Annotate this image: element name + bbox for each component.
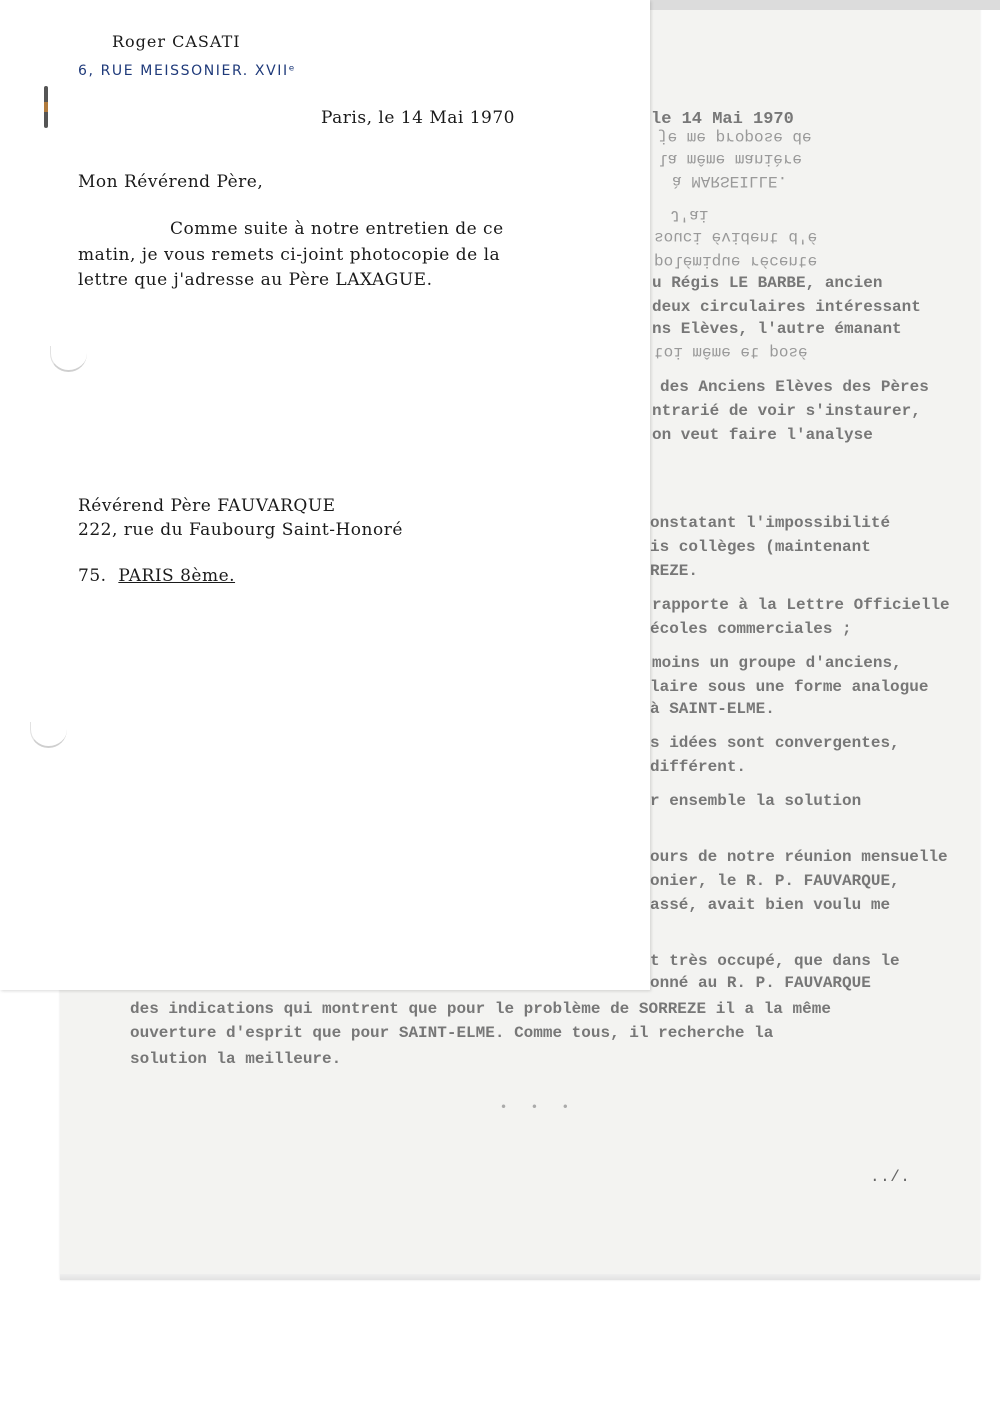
photocopy-mirrored-line: la même manière (658, 150, 803, 168)
photocopy-line: ours de notre réunion mensuelle (650, 848, 948, 866)
photocopy-mirrored-line: souci évident d'é (654, 228, 818, 246)
photocopy-line: on veut faire l'analyse (652, 426, 873, 444)
letterhead-name: Roger CASATI (112, 32, 241, 51)
letter-date: Paris, le 14 Mai 1970 (321, 108, 515, 128)
photocopy-line: ns Elèves, l'autre émanant (652, 320, 902, 338)
letter-sheet (0, 0, 650, 990)
photocopy-bottom-line: ouverture d'esprit que pour SAINT-ELME. Comme tous, il recherche la (130, 1024, 774, 1042)
photocopy-line: REZE. (650, 562, 699, 580)
photocopy-line: onstatant l'impossibilité (650, 514, 891, 532)
photocopy-line: rapporte à la Lettre Officielle (652, 596, 950, 614)
photocopy-line: u Régis LE BARBE, ancien (652, 274, 883, 292)
letter-body-line: Comme suite à notre entretien de ce (170, 219, 504, 239)
photocopy-bottom-line: des indications qui montrent que pour le problème de SORREZE il a la même (130, 1000, 831, 1018)
letterhead-address: 6, RUE MEISSONIER. XVIIᵉ (78, 63, 297, 79)
photocopy-line: is collèges (maintenant (650, 538, 871, 556)
photocopy-mirrored-line: à MARSEILLE. (672, 172, 788, 190)
photocopy-line: r ensemble la solution (650, 792, 862, 810)
photocopy-line: s idées sont convergentes, (650, 734, 900, 752)
page-continuation: ../. (870, 1168, 911, 1186)
photocopy-line: moins un groupe d'anciens, (652, 654, 902, 672)
letter-salutation: Mon Révérend Père, (78, 172, 264, 192)
punch-hole-icon (30, 722, 67, 748)
staple-icon (44, 86, 48, 128)
photocopy-line: à SAINT-ELME. (650, 700, 775, 718)
recipient-name: Révérend Père FAUVARQUE (78, 496, 336, 516)
photocopy-line: deux circulaires intéressant (652, 298, 921, 316)
photocopy-mirrored-line: polémique récente (654, 252, 818, 270)
photocopy-line: ntrarié de voir s'instaurer, (652, 402, 921, 420)
photocopy-line: laire sous une forme analogue (650, 678, 929, 696)
photocopy-mirrored-line: toi même et posé (654, 343, 808, 361)
photocopy-line: assé, avait bien voulu me (650, 896, 891, 914)
punch-hole-icon (50, 346, 87, 372)
photocopy-line: des Anciens Elèves des Pères (660, 378, 929, 396)
letter-body-line: matin, je vous remets ci-joint photocopie de la (78, 245, 501, 265)
paper-edge (645, 0, 1000, 10)
letter-body-line: lettre que j'adresse au Père LAXAGUE. (78, 270, 433, 290)
photocopy-mirrored-line: je me propose de (658, 128, 812, 146)
recipient-postal-code: 75. (78, 566, 107, 586)
decorative-dots: • • • (500, 1100, 579, 1114)
recipient-city: PARIS 8ème. (118, 566, 236, 586)
photocopy-bottom-line: solution la meilleure. (130, 1050, 342, 1068)
photocopy-line: onier, le R. P. FAUVARQUE, (650, 872, 900, 890)
photocopy-line: écoles commerciales ; (650, 620, 852, 638)
recipient-city-line (78, 566, 235, 586)
recipient-street: 222, rue du Faubourg Saint-Honoré (78, 520, 403, 540)
photocopy-line: t très occupé, que dans le (650, 952, 900, 970)
photocopy-line: onné au R. P. FAUVARQUE (650, 974, 871, 992)
photocopy-date: le 14 Mai 1970 (651, 110, 794, 129)
photocopy-line: différent. (650, 758, 747, 776)
photocopy-mirrored-line: J'ai (670, 206, 709, 224)
